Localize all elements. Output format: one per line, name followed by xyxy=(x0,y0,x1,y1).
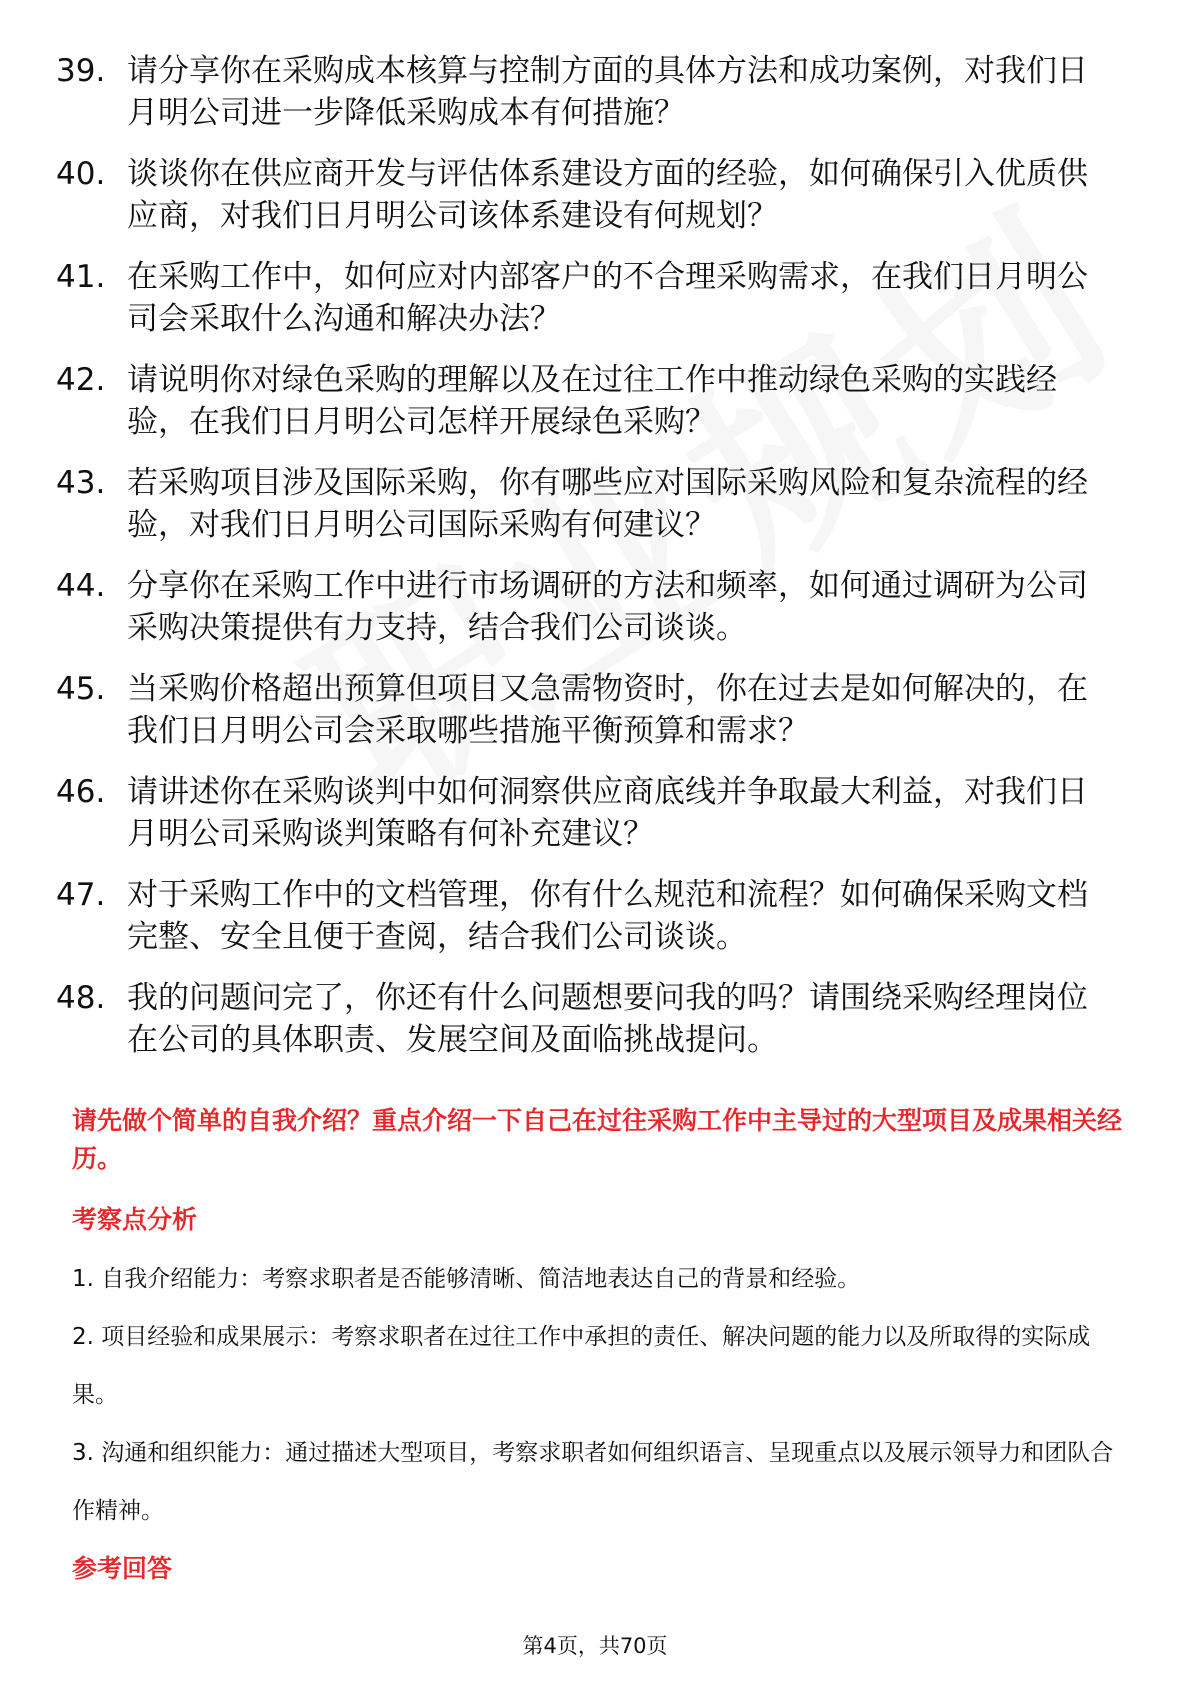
question-item xyxy=(0,977,1190,1061)
question-text: 请讲述你在采购谈判中如何洞察供应商底线并争取最大利益，对我们日月明公司采购谈判策略有何补充建议？ xyxy=(127,774,1088,852)
intro-question: 请先做个简单的自我介绍？重点介绍一下自己在过往采购工作中主导过的大型项目及成果相关经历。 xyxy=(72,1106,1123,1173)
question-text: 我的问题问完了，你还有什么问题想要问我的吗？请围绕采购经理岗位在公司的具体职责、发展空间及面临挑战提问。 xyxy=(127,980,1088,1058)
question-number: 41. xyxy=(56,259,106,295)
question-item xyxy=(0,462,1190,546)
question-text: 请说明你对绿色采购的理解以及在过往工作中推动绿色采购的实践经验，在我们日月明公司怎样开展绿色采购？ xyxy=(127,362,1057,440)
question-number: 43. xyxy=(56,465,106,501)
question-item xyxy=(0,874,1190,958)
question-text: 若采购项目涉及国际采购，你有哪些应对国际采购风险和复杂流程的经验，对我们日月明公司国际采购有何建议？ xyxy=(127,465,1088,543)
question-item xyxy=(0,256,1190,340)
question-list xyxy=(0,50,1190,1080)
question-item xyxy=(0,565,1190,649)
analysis-heading: 考察点分析 xyxy=(72,1205,198,1234)
question-text: 请分享你在采购成本核算与控制方面的具体方法和成功案例，对我们日月明公司进一步降低采购成本有何措施？ xyxy=(127,53,1088,131)
question-number: 44. xyxy=(56,568,106,604)
question-item xyxy=(0,153,1190,237)
question-text: 谈谈你在供应商开发与评估体系建设方面的经验，如何确保引入优质供应商，对我们日月明公司该体系建设有何规划？ xyxy=(127,156,1088,234)
question-number: 46. xyxy=(56,774,106,810)
question-number: 48. xyxy=(56,980,106,1016)
question-item xyxy=(0,50,1190,134)
question-item xyxy=(0,771,1190,855)
question-text: 在采购工作中，如何应对内部客户的不合理采购需求，在我们日月明公司会采取什么沟通和解决办法？ xyxy=(127,259,1088,337)
question-number: 42. xyxy=(56,362,106,398)
question-item xyxy=(0,668,1190,752)
question-number: 45. xyxy=(56,671,106,707)
analysis-points xyxy=(72,1250,1132,1540)
analysis-point: 1. 自我介绍能力：考察求职者是否能够清晰、简洁地表达自己的背景和经验。 xyxy=(72,1266,861,1292)
question-number: 47. xyxy=(56,877,106,913)
question-number: 40. xyxy=(56,156,106,192)
question-item xyxy=(0,359,1190,443)
question-text: 当采购价格超出预算但项目又急需物资时，你在过去是如何解决的，在我们日月明公司会采取哪些措施平衡预算和需求？ xyxy=(127,671,1088,749)
analysis-point: 2. 项目经验和成果展示：考察求职者在过往工作中承担的责任、解决问题的能力以及所取得的实际成果。 xyxy=(72,1324,1091,1408)
page-footer: 第4页，共70页 xyxy=(522,1634,668,1658)
answer-heading: 参考回答 xyxy=(72,1554,173,1583)
question-text: 分享你在采购工作中进行市场调研的方法和频率，如何通过调研为公司采购决策提供有力支持，结合我们公司谈谈。 xyxy=(127,568,1088,646)
question-text: 对于采购工作中的文档管理，你有什么规范和流程？如何确保采购文档完整、安全且便于查阅，结合我们公司谈谈。 xyxy=(127,877,1088,955)
question-number: 39. xyxy=(56,53,106,89)
analysis-point: 3. 沟通和组织能力：通过描述大型项目，考察求职者如何组织语言、呈现重点以及展示领导力和团队合作精神。 xyxy=(72,1440,1114,1524)
